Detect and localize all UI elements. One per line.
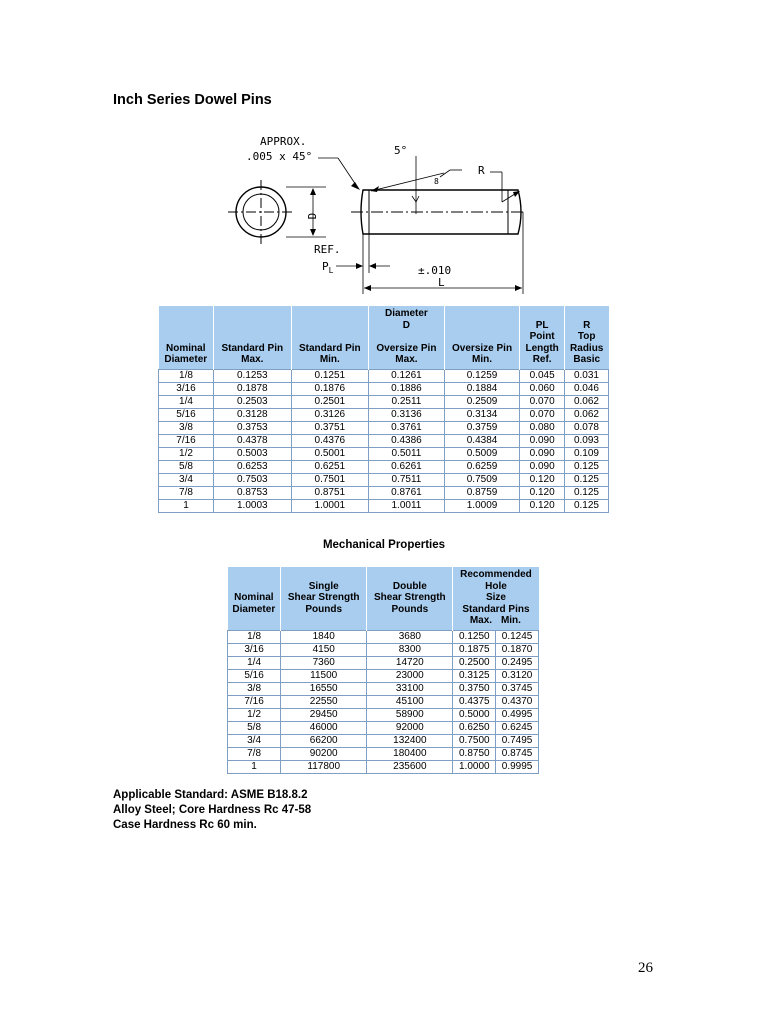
table-row [159, 369, 609, 382]
table-cell: 46000 [281, 721, 367, 734]
table-row [228, 669, 539, 682]
ref-label: REF. [314, 243, 341, 256]
table-cell: 1/2 [159, 447, 214, 460]
table-cell: 1.0009 [444, 499, 520, 512]
table-cell: 0.120 [520, 473, 565, 486]
mechanical-body [228, 630, 539, 773]
table-cell: 0.5000 [453, 708, 496, 721]
table-cell: 0.6259 [444, 460, 520, 473]
table-cell: 1 [228, 760, 281, 773]
table-cell: 0.7511 [369, 473, 445, 486]
table-cell: 0.7501 [291, 473, 369, 486]
table-cell: 0.2511 [369, 395, 445, 408]
table-cell: 0.3753 [214, 421, 292, 434]
table-cell: 0.3120 [496, 669, 539, 682]
table-cell: 0.8761 [369, 486, 445, 499]
table-cell: 0.1250 [453, 630, 496, 643]
mechanical-properties-table [227, 567, 539, 774]
table-row [159, 499, 609, 512]
table-cell: 0.078 [564, 421, 608, 434]
table-cell: 0.8759 [444, 486, 520, 499]
table-cell: 0.6261 [369, 460, 445, 473]
dimensions-header-row [159, 306, 609, 369]
pl-label: $P_L$ [322, 260, 334, 275]
table-cell: 0.1261 [369, 369, 445, 382]
table-cell: 0.3745 [496, 682, 539, 695]
table-cell: 23000 [367, 669, 453, 682]
approx-label: APPROX. [260, 135, 307, 148]
table-cell: 5/16 [228, 669, 281, 682]
table-cell: 7/16 [159, 434, 214, 447]
table-cell: 0.4370 [496, 695, 539, 708]
table-cell: 3/4 [228, 734, 281, 747]
table-cell: 66200 [281, 734, 367, 747]
table-cell: 14720 [367, 656, 453, 669]
table-cell: 58900 [367, 708, 453, 721]
table-cell: 0.4386 [369, 434, 445, 447]
table-cell: 0.2500 [453, 656, 496, 669]
table-cell: 0.7503 [214, 473, 292, 486]
table-cell: 1840 [281, 630, 367, 643]
table-cell: 0.8750 [453, 747, 496, 760]
table-cell: 1/4 [159, 395, 214, 408]
table-cell: 0.046 [564, 382, 608, 395]
table-cell: 0.1245 [496, 630, 539, 643]
table-cell: 0.1876 [291, 382, 369, 395]
table-cell: 3/16 [228, 643, 281, 656]
standards-notes [113, 788, 311, 833]
table-cell: 0.6251 [291, 460, 369, 473]
table-cell: 5/8 [159, 460, 214, 473]
table-cell: 0.7500 [453, 734, 496, 747]
table-cell: 0.7509 [444, 473, 520, 486]
table-cell: 0.080 [520, 421, 565, 434]
table-cell: 0.2495 [496, 656, 539, 669]
table-row [159, 473, 609, 486]
table-cell: 0.031 [564, 369, 608, 382]
table-cell: 5/16 [159, 408, 214, 421]
table-cell: 0.5001 [291, 447, 369, 460]
table-cell: 0.3750 [453, 682, 496, 695]
table-cell: 8300 [367, 643, 453, 656]
col-top-radius: R Top Radius Basic [564, 306, 608, 369]
table-row [228, 747, 539, 760]
table-cell: 0.2501 [291, 395, 369, 408]
table-cell: 0.060 [520, 382, 565, 395]
table-cell: 0.1259 [444, 369, 520, 382]
table-row [159, 434, 609, 447]
table-cell: 0.8745 [496, 747, 539, 760]
table-cell: 0.3134 [444, 408, 520, 421]
table-cell: 0.3759 [444, 421, 520, 434]
table-cell: 0.8751 [291, 486, 369, 499]
col-recommended-hole: Recommended Hole Size Standard Pins Max. Min. [453, 567, 539, 630]
dimensions-table [158, 306, 609, 513]
table-cell: 0.120 [520, 499, 565, 512]
table-cell: 33100 [367, 682, 453, 695]
hole-max-label: Max. [469, 615, 493, 626]
table-cell: 0.062 [564, 395, 608, 408]
table-cell: 117800 [281, 760, 367, 773]
mechanical-header-row [228, 567, 539, 630]
table-cell: 0.3136 [369, 408, 445, 421]
table-cell: 0.5011 [369, 447, 445, 460]
table-cell: 0.5009 [444, 447, 520, 460]
table-cell: 7/8 [159, 486, 214, 499]
angle-label: 5° [394, 144, 408, 157]
table-cell: 0.1253 [214, 369, 292, 382]
table-cell: 0.125 [564, 499, 608, 512]
table-cell: 0.1251 [291, 369, 369, 382]
col-oversize-min: Oversize Pin Min. [444, 306, 520, 369]
table-cell: 0.3126 [291, 408, 369, 421]
table-row [159, 486, 609, 499]
table-row [159, 421, 609, 434]
table-cell: 16550 [281, 682, 367, 695]
table-row [228, 734, 539, 747]
table-cell: 1.0001 [291, 499, 369, 512]
table-row [228, 682, 539, 695]
table-cell: 90200 [281, 747, 367, 760]
table-cell: 1/2 [228, 708, 281, 721]
table-row [159, 460, 609, 473]
table-cell: 0.3751 [291, 421, 369, 434]
r-label: R [478, 164, 485, 177]
table-cell: 1/8 [159, 369, 214, 382]
table-cell: 0.3128 [214, 408, 292, 421]
col-nominal-diameter: Nominal Diameter [159, 306, 214, 369]
table-cell: 0.1886 [369, 382, 445, 395]
table-cell: 3/8 [228, 682, 281, 695]
dim-d-label: D [306, 212, 319, 220]
note-case-hardness: Case Hardness Rc 60 min. [113, 819, 257, 831]
table-cell: 0.3761 [369, 421, 445, 434]
col-point-length: PL Point Length Ref. [520, 306, 565, 369]
col-single-shear: Single Shear Strength Pounds [281, 567, 367, 630]
col-standard-max: Standard Pin Max. [214, 306, 292, 369]
table-cell: 0.2509 [444, 395, 520, 408]
table-cell: 1.0011 [369, 499, 445, 512]
chamfer-label: .005 x 45° [246, 150, 313, 163]
table-cell: 1/4 [228, 656, 281, 669]
table-cell: 3/16 [159, 382, 214, 395]
table-cell: 0.8753 [214, 486, 292, 499]
table-cell: 0.090 [520, 434, 565, 447]
table-cell: 1/8 [228, 630, 281, 643]
table-cell: 0.4376 [291, 434, 369, 447]
table-cell: 1.0003 [214, 499, 292, 512]
table-cell: 0.090 [520, 447, 565, 460]
table-cell: 3/4 [159, 473, 214, 486]
table-row [159, 447, 609, 460]
table-cell: 0.1878 [214, 382, 292, 395]
table-row [228, 695, 539, 708]
col-standard-min: Standard Pin Min. [291, 306, 369, 369]
table-cell: 0.4384 [444, 434, 520, 447]
table-cell: 0.7495 [496, 734, 539, 747]
table-cell: 180400 [367, 747, 453, 760]
table-cell: 0.3125 [453, 669, 496, 682]
table-cell: 0.1884 [444, 382, 520, 395]
table-cell: 0.125 [564, 473, 608, 486]
note-applicable-standard: Applicable Standard: ASME B18.8.2 [113, 789, 308, 801]
table-cell: 0.1870 [496, 643, 539, 656]
note-core-hardness: Alloy Steel; Core Hardness Rc 47-58 [113, 804, 312, 816]
table-cell: 29450 [281, 708, 367, 721]
table-cell: 7/8 [228, 747, 281, 760]
table-row [228, 760, 539, 773]
table-cell: 0.5003 [214, 447, 292, 460]
table-cell: 0.6250 [453, 721, 496, 734]
table-cell: 7360 [281, 656, 367, 669]
dimensions-body [159, 369, 609, 512]
table-cell: 0.125 [564, 486, 608, 499]
table-row [159, 408, 609, 421]
table-row [228, 656, 539, 669]
table-row [159, 382, 609, 395]
table-row [159, 395, 609, 408]
page-title: Inch Series Dowel Pins [113, 92, 272, 108]
col-nominal-diameter: Nominal Diameter [228, 567, 281, 630]
table-cell: 235600 [367, 760, 453, 773]
table-cell: 1.0000 [453, 760, 496, 773]
table-cell: 22550 [281, 695, 367, 708]
table-cell: 5/8 [228, 721, 281, 734]
table-cell: 3680 [367, 630, 453, 643]
tol-label: ±.010 [418, 264, 452, 277]
table-cell: 45100 [367, 695, 453, 708]
col-double-shear: Double Shear Strength Pounds [367, 567, 453, 630]
table-cell: 0.4375 [453, 695, 496, 708]
table-cell: 0.6245 [496, 721, 539, 734]
l-label: L [438, 276, 445, 289]
table-row [228, 721, 539, 734]
small-angle-label: 8 [434, 177, 439, 186]
table-cell: 0.070 [520, 408, 565, 421]
table-cell: 3/8 [159, 421, 214, 434]
table-row [228, 630, 539, 643]
table-cell: 0.4378 [214, 434, 292, 447]
table-row [228, 643, 539, 656]
table-cell: 0.093 [564, 434, 608, 447]
table-cell: 0.070 [520, 395, 565, 408]
table-cell: 0.2503 [214, 395, 292, 408]
table-cell: 0.9995 [496, 760, 539, 773]
table-cell: 92000 [367, 721, 453, 734]
table-cell: 132400 [367, 734, 453, 747]
page-number: 26 [638, 960, 653, 976]
hole-min-label: Min. [500, 615, 521, 626]
table-cell: 7/16 [228, 695, 281, 708]
dowel-pin-drawing [226, 128, 536, 298]
table-cell: 0.1875 [453, 643, 496, 656]
col-oversize-max: Diameter D Oversize Pin Max. [369, 306, 445, 369]
mechanical-properties-title: Mechanical Properties [322, 539, 446, 551]
table-cell: 0.125 [564, 460, 608, 473]
table-cell: 0.109 [564, 447, 608, 460]
table-cell: 0.120 [520, 486, 565, 499]
table-cell: 11500 [281, 669, 367, 682]
table-cell: 1 [159, 499, 214, 512]
table-cell: 0.045 [520, 369, 565, 382]
table-cell: 0.6253 [214, 460, 292, 473]
table-cell: 0.4995 [496, 708, 539, 721]
table-cell: 4150 [281, 643, 367, 656]
table-cell: 0.062 [564, 408, 608, 421]
table-row [228, 708, 539, 721]
table-cell: 0.090 [520, 460, 565, 473]
